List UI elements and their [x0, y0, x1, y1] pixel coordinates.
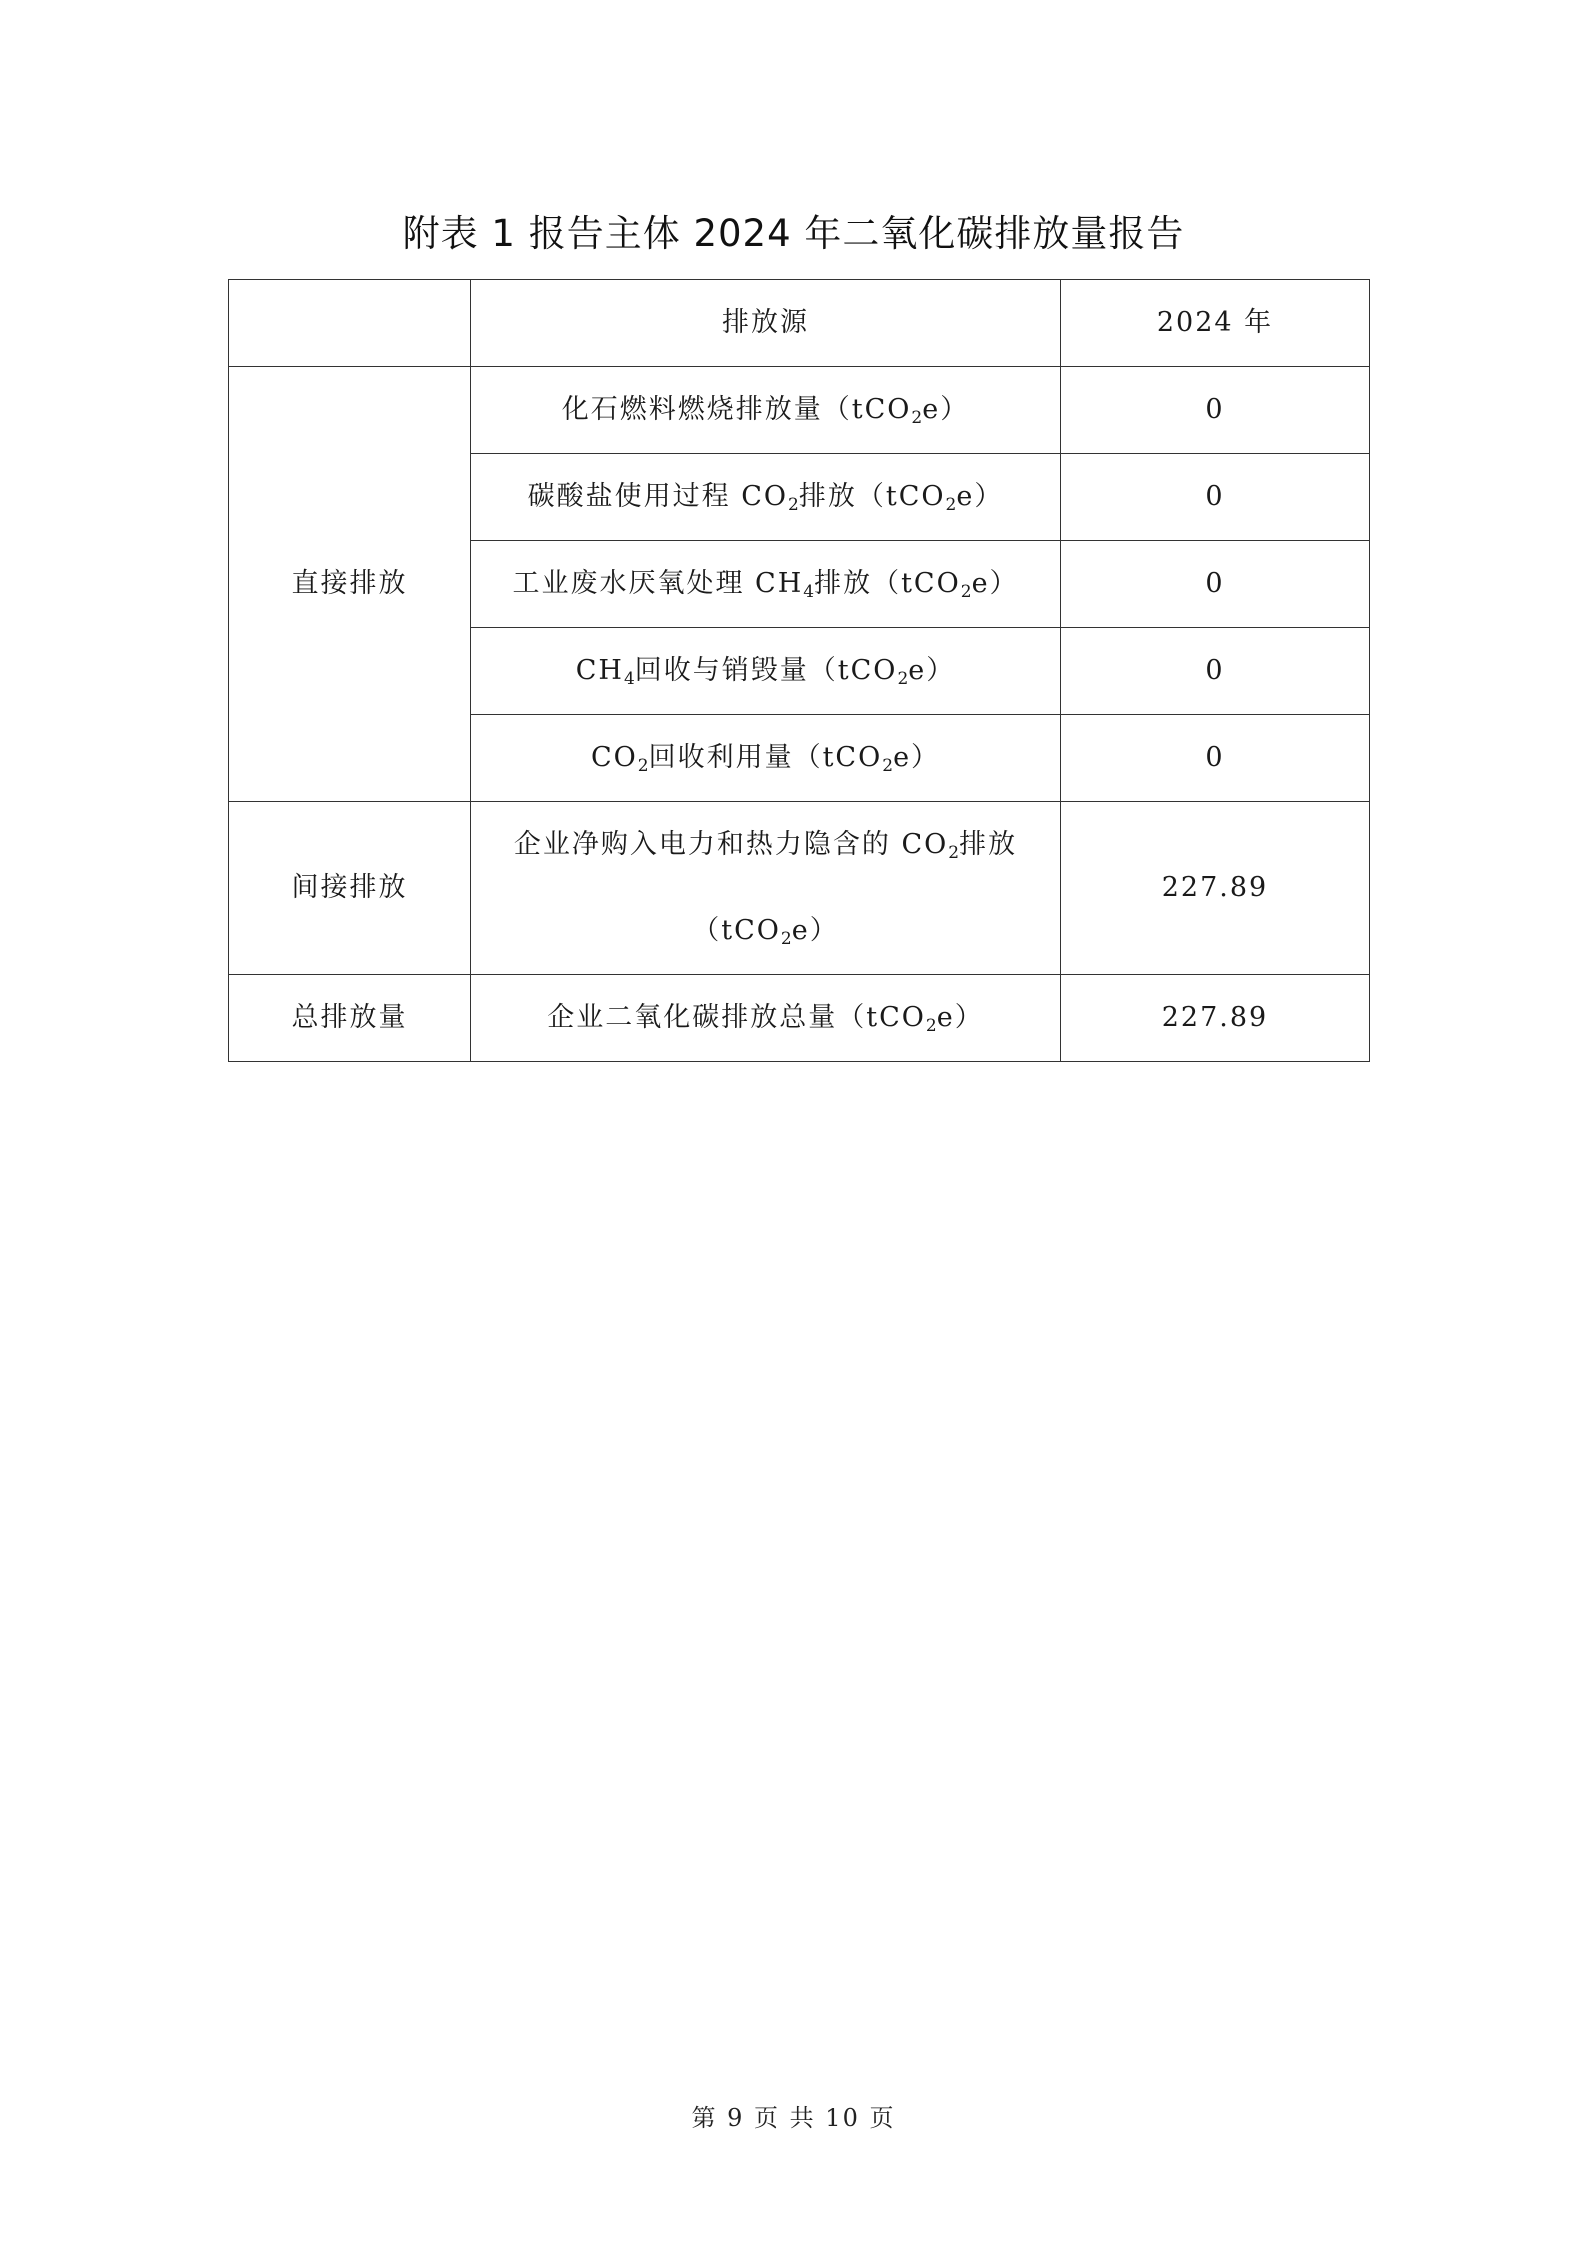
row-value-cell: 0	[1061, 715, 1370, 802]
header-blank-cell	[229, 280, 471, 367]
row-label-cell: 碳酸盐使用过程 $CO_2$排放（tCO$_2$e）	[471, 454, 1061, 541]
direct-category-cell: 直接排放	[229, 367, 471, 802]
row-value-cell: 0	[1061, 454, 1370, 541]
table-row	[229, 367, 1370, 454]
emissions-table	[228, 279, 1370, 1062]
row-label-cell: 企业净购入电力和热力隐含的 $CO_2$排放 （tCO$_2$e）	[471, 802, 1061, 975]
row-label-cell: $CO_2$回收利用量（tCO$_2$e）	[471, 715, 1061, 802]
page-title: 附表 1 报告主体 2024 年二氧化碳排放量报告	[402, 212, 1185, 255]
row-label-cell: $CH_4$回收与销毁量（tCO$_2$e）	[471, 628, 1061, 715]
header-year-cell: 2024 年	[1061, 280, 1370, 367]
table-row	[229, 975, 1370, 1062]
total-category-cell: 总排放量	[229, 975, 471, 1062]
row-label-cell: 企业二氧化碳排放总量（tCO$_2$e）	[471, 975, 1061, 1062]
row-value-cell: 0	[1061, 541, 1370, 628]
row-value-cell: 227.89	[1061, 802, 1370, 975]
row-value-cell: 227.89	[1061, 975, 1370, 1062]
row-value-cell: 0	[1061, 628, 1370, 715]
row-label-cell: 工业废水厌氧处理 $CH_4$排放（tCO$_2$e）	[471, 541, 1061, 628]
table-header-row	[229, 280, 1370, 367]
table-row	[229, 802, 1370, 975]
page-footer: 第 9 页 共 10 页	[691, 2104, 896, 2132]
row-value-cell: 0	[1061, 367, 1370, 454]
indirect-category-cell: 间接排放	[229, 802, 471, 975]
row-label-cell: 化石燃料燃烧排放量（tCO$_2$e）	[471, 367, 1061, 454]
header-source-cell: 排放源	[471, 280, 1061, 367]
